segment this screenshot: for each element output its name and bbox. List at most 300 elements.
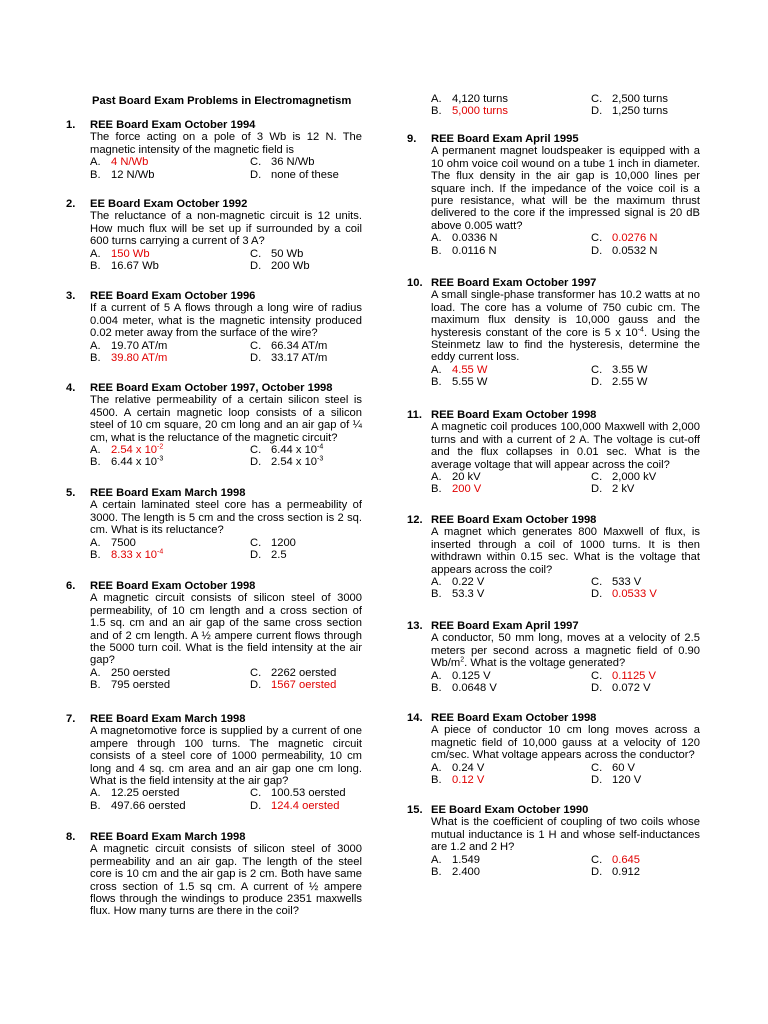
choice-value: 6.44 x 10 (111, 456, 158, 469)
choice-b (90, 260, 250, 272)
choice-b (431, 245, 591, 257)
choice-value: 33.17 AT/m (271, 352, 328, 365)
choice-text (612, 93, 668, 105)
choice-letter: D. (250, 352, 262, 365)
choice-letter: C. (250, 444, 262, 457)
choice-c (591, 364, 700, 376)
choice-value: 2,500 turns (612, 93, 668, 105)
choice-value: 0.12 V (452, 774, 485, 787)
choice-value: 1,250 turns (612, 105, 668, 118)
choice-text (111, 787, 179, 799)
choice-letter: D. (591, 588, 603, 601)
choice-c (591, 576, 700, 588)
choice-value: 50 Wb (271, 247, 304, 260)
choice-letter: D. (250, 260, 262, 273)
choice-text (612, 471, 656, 483)
choice-value: 6.44 x 10 (271, 444, 318, 457)
choice-a (431, 93, 591, 105)
choice-letter: D. (591, 244, 603, 257)
problem-1 (66, 119, 362, 181)
choice-d (591, 105, 700, 117)
choice-list (90, 537, 362, 562)
choice-d (250, 260, 362, 272)
choice-text (271, 537, 296, 549)
choice-value: 16.67 Wb (111, 260, 159, 273)
choice-text (111, 260, 159, 272)
problem-4 (66, 382, 362, 469)
choice-value: 2.54 x 10 (271, 456, 318, 469)
choice-letter: C. (591, 232, 603, 245)
problem-number: 5. (66, 487, 76, 499)
choice-letter: D. (250, 679, 262, 692)
choice-letter: D. (250, 456, 262, 469)
choice-letter: C. (250, 536, 262, 549)
question-text: The reluctance of a non-magnetic circuit is 12 units. How much flux will be set up if surrounded by a coil 600 turns carrying a current of 3 A? (90, 210, 362, 248)
choice-value: 100.53 oersted (271, 787, 346, 800)
choice-letter: B. (90, 260, 101, 273)
correct-answer (612, 588, 657, 600)
question-exponent: 2 (460, 656, 465, 664)
choice-letter: A. (90, 787, 101, 800)
choice-d (250, 679, 362, 691)
choice-value: 20 kV (452, 471, 481, 484)
choice-value: 60 V (612, 761, 636, 774)
choice-text (271, 444, 323, 456)
choice-list (90, 787, 362, 812)
choice-letter: C. (591, 471, 603, 484)
choice-value: 53.3 V (452, 588, 485, 601)
correct-answer (271, 800, 339, 812)
choice-list (431, 576, 700, 601)
choice-text (271, 352, 327, 364)
problem-11 (407, 409, 700, 496)
choice-b (431, 588, 591, 600)
choice-text (271, 248, 303, 260)
question-text: If a current of 5 A flows through a long wire of radius 0.004 meter, what is the magnetic intensity produced 0.02 meter away from the surface of the wire? (90, 302, 362, 340)
choice-text (612, 376, 647, 388)
problem-number: 8. (66, 831, 76, 843)
problem-10 (407, 277, 700, 389)
choice-letter: A. (431, 761, 442, 774)
question-text: A magnetic circuit consists of silicon steel of 3000 permeability, of 10 cm length and a cross section of 1.5 sq. cm and an air gap of the same cross section and of 2 cm length. A ½ ampere current flows through the 5000 turn coil. What is the field intensity at the air gap? (90, 592, 362, 667)
choice-a (431, 670, 591, 682)
choice-exponent: -2 (157, 443, 164, 451)
choice-a (431, 232, 591, 244)
choice-value: 0.0532 N (612, 244, 658, 257)
choice-text (452, 376, 487, 388)
question-text: A permanent magnet loudspeaker is equipped with a 10 ohm voice coil wound on a tube 1 inch in diameter. The flux density in the air gap is 10,000 lines per square inch. If the impedance of the voice coil is a pure resistance, what will be the maximum thrust delivered to the core if the impressed signal is 20 dB above 0.005 watt? (431, 145, 700, 232)
problem-number: 3. (66, 290, 76, 302)
choice-text (612, 245, 657, 257)
choice-value: none of these (271, 168, 339, 181)
choice-value: 120 V (612, 774, 642, 787)
choice-list (90, 667, 362, 692)
problem-number: 6. (66, 580, 76, 592)
choice-text (271, 260, 310, 272)
choice-a (90, 537, 250, 549)
choice-b (90, 679, 250, 691)
choice-c (250, 444, 362, 456)
choice-text (452, 232, 497, 244)
choice-value: 0.0533 V (612, 588, 657, 601)
problem-heading: REE Board Exam October 1998 (90, 580, 256, 592)
problem-heading: REE Board Exam April 1997 (431, 620, 579, 632)
choice-value: 0.0276 N (612, 232, 658, 245)
choice-text (612, 483, 634, 495)
choice-letter: C. (250, 247, 262, 260)
problem-number: 15. (407, 804, 423, 816)
choice-a (90, 787, 250, 799)
choice-letter: C. (250, 787, 262, 800)
choice-text (612, 105, 668, 117)
problem-heading: EE Board Exam October 1990 (431, 804, 589, 816)
choice-c (250, 537, 362, 549)
choice-letter: B. (431, 376, 442, 389)
choice-value: 0.24 V (452, 761, 485, 774)
choice-letter: D. (250, 549, 262, 562)
choice-b (431, 774, 591, 786)
choice-value: 0.125 V (452, 669, 491, 682)
choice-list (431, 232, 700, 257)
choice-text (271, 787, 346, 799)
choice-c (591, 854, 700, 866)
choice-a (90, 667, 250, 679)
correct-answer (452, 483, 481, 495)
problem-heading: REE Board Exam October 1996 (90, 290, 256, 302)
choice-d (591, 483, 700, 495)
choice-list (431, 93, 700, 118)
choice-letter: B. (90, 679, 101, 692)
correct-answer (452, 364, 487, 376)
problem-heading: REE Board Exam April 1995 (431, 133, 579, 145)
choice-letter: C. (591, 853, 603, 866)
choice-letter: A. (90, 247, 101, 260)
problem-heading: REE Board Exam March 1998 (90, 487, 246, 499)
choice-b (431, 105, 591, 117)
choice-text (271, 340, 327, 352)
choice-d (591, 682, 700, 694)
question-text: What is the coefficient of coupling of two coils whose mutual inductance is 1 H and whose self-inductances are 1.2 and 2 H? (431, 816, 700, 854)
correct-answer (612, 854, 640, 866)
choice-letter: B. (90, 456, 101, 469)
choice-text (111, 340, 167, 352)
choice-letter: B. (431, 866, 442, 879)
choice-value: 1200 (271, 536, 296, 549)
choice-value: 795 oersted (111, 679, 171, 692)
choice-letter: A. (90, 339, 101, 352)
choice-c (250, 340, 362, 352)
problem-question (90, 131, 362, 156)
choice-text (452, 588, 484, 600)
choice-a (431, 471, 591, 483)
choice-d (591, 866, 700, 878)
choice-value: 200 V (452, 483, 482, 496)
choice-value: 2.54 x 10 (111, 444, 158, 457)
choice-letter: D. (591, 682, 603, 695)
correct-answer (452, 774, 484, 786)
problem-question (90, 843, 362, 917)
choice-value: 36 N/Wb (271, 156, 315, 169)
problem-question (90, 210, 362, 247)
choice-b (90, 169, 250, 181)
problem-8-choices (407, 93, 700, 118)
correct-answer (111, 156, 148, 168)
choice-value: 0.0648 V (452, 682, 497, 695)
choice-text (111, 537, 136, 549)
correct-answer (612, 670, 656, 682)
choice-list (90, 248, 362, 273)
choice-b (90, 456, 250, 468)
choice-list (90, 444, 362, 469)
choice-value: 1567 oersted (271, 679, 337, 692)
problem-question (431, 289, 700, 363)
problem-number: 7. (66, 713, 76, 725)
choice-d (591, 588, 700, 600)
choice-value: 0.0336 N (452, 232, 498, 245)
correct-answer (111, 248, 150, 260)
choice-c (250, 667, 362, 679)
problem-question (90, 302, 362, 339)
problem-number: 13. (407, 620, 423, 632)
choice-c (591, 471, 700, 483)
question-text: A piece of conductor 10 cm long moves across a magnetic field of 10,000 gauss at a velocity of 120 cm/sec. What voltage appears across the conductor? (431, 724, 700, 762)
problem-8 (66, 831, 362, 918)
choice-text (111, 679, 170, 691)
problem-14 (407, 712, 700, 786)
choice-letter: C. (250, 666, 262, 679)
choice-a (431, 762, 591, 774)
problem-heading: REE Board Exam October 1998 (431, 409, 597, 421)
problem-number: 12. (407, 514, 423, 526)
choice-d (250, 456, 362, 468)
question-exponent: -4 (637, 325, 644, 333)
choice-text (271, 169, 339, 181)
choice-list (90, 156, 362, 181)
choice-letter: B. (431, 244, 442, 257)
choice-letter: A. (431, 93, 442, 105)
choice-text (271, 456, 323, 468)
question-text: A magnetic circuit consists of silicon steel of 3000 permeability and an air gap. The length of the steel core is 10 cm and the air gap is 2 cm. Both have same cross section of 1.5 sq cm. A current of ½ ampere flows through the windings to produce 2351 maxwells flux. How many turns are there in the coil? (90, 843, 362, 918)
choice-d (591, 376, 700, 388)
choice-value: 2.55 W (612, 376, 648, 389)
choice-value: 0.912 (612, 866, 640, 879)
choice-letter: D. (250, 168, 262, 181)
choice-c (591, 670, 700, 682)
correct-answer (111, 549, 163, 561)
choice-letter: A. (431, 669, 442, 682)
question-text: The relative permeability of a certain silicon steel is 4500. A certain magnetic loop consists of a silicon steel of 10 cm square, 20 cm long and an air gap of ¼ cm, what is the reluctance of the magnetic circuit? (90, 394, 362, 444)
choice-c (250, 787, 362, 799)
choice-list (431, 364, 700, 389)
choice-letter: A. (431, 576, 442, 589)
choice-c (591, 232, 700, 244)
choice-letter: C. (591, 93, 603, 105)
choice-letter: C. (250, 339, 262, 352)
problem-question (431, 421, 700, 471)
choice-value: 4.55 W (452, 363, 488, 376)
choice-value: 19.70 AT/m (111, 339, 168, 352)
choice-value: 150 Wb (111, 247, 150, 260)
choice-value: 0.072 V (612, 682, 651, 695)
choice-value: 1.549 (452, 853, 480, 866)
choice-value: 4 N/Wb (111, 156, 149, 169)
choice-b (90, 352, 250, 364)
problem-question (90, 592, 362, 666)
problem-3 (66, 290, 362, 364)
problem-question (431, 632, 700, 669)
question-text: A magnet which generates 800 Maxwell of flux, is inserted through a coil of 1000 turns. It is then withdrawn within 0.15 sec. What is the voltage that appears across the coil? (431, 526, 700, 576)
choice-letter: C. (591, 363, 603, 376)
correct-answer (452, 105, 508, 117)
problem-number: 4. (66, 382, 76, 394)
problem-7 (66, 713, 362, 812)
problem-2 (66, 198, 362, 272)
correct-answer (111, 444, 163, 456)
question-text: A magnetomotive force is supplied by a current of one ampere through 100 turns. The magnetic circuit consists of a steel core of 1000 permeability, 10 cm long and 4 sq. cm area and an air gap one cm long. What is the field intensity at the air gap? (90, 725, 362, 788)
choice-text (111, 800, 186, 812)
choice-d (250, 169, 362, 181)
choice-letter: A. (90, 536, 101, 549)
choice-letter: D. (591, 376, 603, 389)
choice-d (250, 800, 362, 812)
choice-value: 533 V (612, 576, 642, 589)
problem-number: 14. (407, 712, 423, 724)
choice-d (250, 352, 362, 364)
choice-d (591, 245, 700, 257)
choice-b (431, 866, 591, 878)
choice-b (431, 483, 591, 495)
page-title: Past Board Exam Problems in Electromagnetism (92, 95, 352, 107)
choice-letter: B. (90, 352, 101, 365)
choice-value: 0.0116 N (452, 244, 497, 257)
choice-letter: D. (591, 483, 603, 496)
choice-text (271, 156, 315, 168)
choice-value: 39.80 AT/m (111, 352, 168, 365)
problem-heading: REE Board Exam October 1997 (431, 277, 597, 289)
choice-b (90, 549, 250, 561)
choice-letter: B. (431, 588, 442, 601)
choice-text (111, 456, 163, 468)
choice-d (250, 549, 362, 561)
choice-b (431, 682, 591, 694)
choice-letter: D. (250, 799, 262, 812)
problem-heading: REE Board Exam March 1998 (90, 831, 246, 843)
choice-letter: A. (431, 853, 442, 866)
problem-heading: EE Board Exam October 1992 (90, 198, 248, 210)
choice-value: 5.55 W (452, 376, 488, 389)
choice-c (250, 248, 362, 260)
choice-text (452, 245, 497, 257)
choice-value: 250 oersted (111, 666, 171, 679)
choice-letter: C. (591, 576, 603, 589)
choice-exponent: -3 (317, 455, 324, 463)
problem-13 (407, 620, 700, 694)
choice-list (90, 340, 362, 365)
choice-a (90, 444, 250, 456)
choice-value: 8.33 x 10 (111, 549, 158, 562)
choice-letter: A. (431, 471, 442, 484)
choice-text (612, 774, 641, 786)
choice-text (452, 471, 481, 483)
choice-text (111, 667, 170, 679)
choice-value: 66.34 AT/m (271, 339, 328, 352)
choice-value: 12.25 oersted (111, 787, 180, 800)
problem-6 (66, 580, 362, 692)
choice-text (452, 854, 480, 866)
problem-9 (407, 133, 700, 257)
choice-value: 2,000 kV (612, 471, 657, 484)
choice-list (431, 854, 700, 879)
choice-c (591, 762, 700, 774)
choice-value: 7500 (111, 536, 136, 549)
choice-text (452, 762, 484, 774)
choice-a (431, 364, 591, 376)
choice-text (452, 682, 497, 694)
choice-text (452, 866, 480, 878)
problem-question (90, 725, 362, 787)
choice-letter: A. (90, 666, 101, 679)
choice-a (90, 156, 250, 168)
problem-question (431, 816, 700, 853)
choice-d (591, 774, 700, 786)
choice-text (271, 549, 287, 561)
choice-c (591, 93, 700, 105)
question-text: A magnetic coil produces 100,000 Maxwell with 2,000 turns and with a current of 2 A. The voltage is cut-off and the flux collapses in 0.01 sec. What is the average voltage that will appear across the coil? (431, 421, 700, 471)
choice-letter: B. (431, 105, 442, 118)
choice-letter: B. (431, 774, 442, 787)
choice-text (271, 667, 336, 679)
problem-question (90, 394, 362, 444)
problem-heading: REE Board Exam October 1994 (90, 119, 256, 131)
problem-number: 1. (66, 119, 76, 131)
problem-15 (407, 804, 700, 878)
choice-value: 0.22 V (452, 576, 485, 589)
choice-value: 2.5 (271, 549, 287, 562)
choice-a (431, 576, 591, 588)
choice-value: 12 N/Wb (111, 168, 155, 181)
choice-letter: B. (90, 168, 101, 181)
problem-heading: REE Board Exam October 1998 (431, 712, 597, 724)
problem-question (431, 724, 700, 761)
choice-value: 2.400 (452, 866, 480, 879)
choice-value: 5,000 turns (452, 105, 508, 118)
problem-5 (66, 487, 362, 561)
choice-c (250, 156, 362, 168)
choice-value: 0.645 (612, 853, 640, 866)
choice-letter: D. (591, 105, 603, 118)
question-text-tail: . What is the voltage generated? (464, 657, 626, 670)
choice-b (431, 376, 591, 388)
choice-value: 497.66 oersted (111, 799, 186, 812)
choice-exponent: -3 (157, 455, 164, 463)
choice-text (452, 93, 508, 105)
choice-text (111, 169, 155, 181)
problem-heading: REE Board Exam October 1998 (431, 514, 597, 526)
choice-list (431, 471, 700, 496)
choice-list (431, 670, 700, 695)
question-text: The force acting on a pole of 3 Wb is 12 N. The magnetic intensity of the magnetic field is (90, 131, 362, 156)
problem-question (431, 145, 700, 232)
choice-value: 124.4 oersted (271, 799, 340, 812)
choice-text (612, 364, 647, 376)
problem-12 (407, 514, 700, 601)
choice-letter: A. (90, 444, 101, 457)
choice-value: 2262 oersted (271, 666, 337, 679)
choice-a (90, 248, 250, 260)
problem-heading: REE Board Exam October 1997, October 1998 (90, 382, 333, 394)
choice-letter: B. (90, 549, 101, 562)
problem-number: 10. (407, 277, 423, 289)
